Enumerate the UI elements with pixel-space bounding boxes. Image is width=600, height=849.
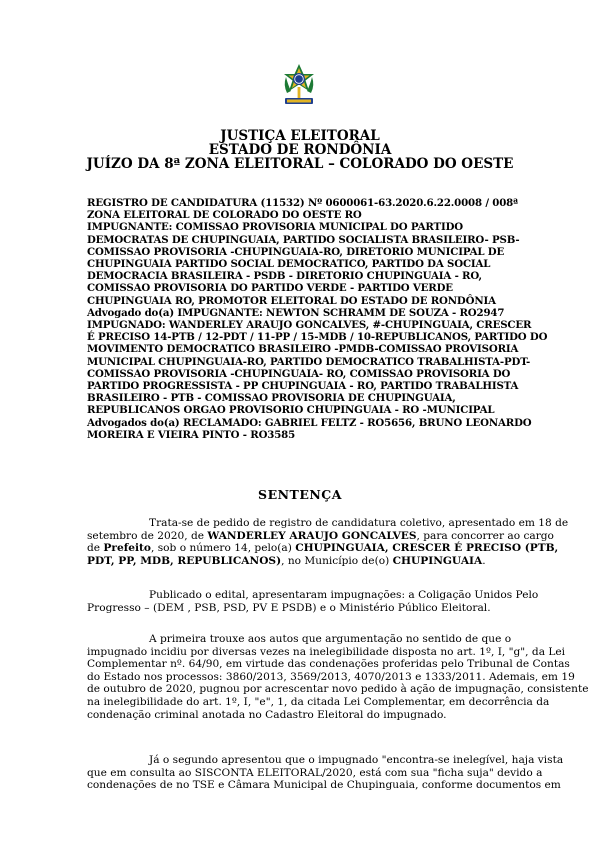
- paragraph-line: A primeira trouxe aos autos que argumentação no sentido de que o: [149, 633, 512, 645]
- paragraph-request: [87, 517, 569, 567]
- meta-line: BRASILEIRO - PTB - COMISSAO PROVISORIA DE CHUPINGUAIA,: [87, 392, 456, 405]
- paragraph-line: Já o segundo apresentou que o impugnado "encontra-se inelegível, haja vista: [149, 754, 564, 766]
- paragraph-line: setembro de 2020, de WANDERLEY ARAUJO GONCALVES, para concorrer ao cargo: [87, 529, 554, 542]
- coalition-name: CHUPINGUAIA, CRESCER É PRECISO (PTB,: [295, 542, 559, 555]
- paragraph-line: Trata-se de pedido de registro de candidatura coletivo, apresentado em 18 de: [149, 517, 569, 529]
- case-metadata: [87, 197, 548, 441]
- meta-line: IMPUGNADO: WANDERLEY ARAUJO GONCALVES, #-CHUPINGUAIA, CRESCER: [87, 319, 532, 332]
- candidate-name: WANDERLEY ARAUJO GONCALVES: [207, 529, 417, 542]
- header-zone: JUÍZO DA 8ª ZONA ELEITORAL – COLORADO DO OESTE: [86, 156, 514, 172]
- meta-line: Advogado do(a) IMPUGNANTE: NEWTON SCHRAMM DE SOUZA - RO2947: [87, 306, 505, 319]
- meta-line: CHUPINGUAIA PARTIDO SOCIAL DEMOCRATICO, PARTIDO DA SOCIAL: [87, 258, 491, 271]
- paragraph-line: do Estado nos processos: 3860/2013, 3569/2013, 4070/2013 e 1333/2011. Ademais, em 19: [87, 670, 575, 683]
- paragraph-challenges: [87, 589, 539, 614]
- document-title: SENTENÇA: [258, 487, 342, 502]
- meta-line: É PRECISO 14-PTB / 12-PDT / 11-PP / 15-MDB / 10-REPUBLICANOS, PARTIDO DO: [87, 331, 548, 344]
- meta-line: REPUBLICANOS ORGAO PROVISORIO CHUPINGUAIA - RO -MUNICIPAL: [87, 404, 495, 417]
- paragraph-line: de outubro de 2020, pugnou por acrescentar novo pedido à ação de impugnação, consistente: [87, 683, 589, 696]
- meta-line: MOREIRA E VIEIRA PINTO - RO3585: [87, 428, 296, 441]
- meta-line: DEMOCRATAS DE CHUPINGUAIA, PARTIDO SOCIALISTA BRASILEIRO- PSB-: [87, 233, 520, 246]
- paragraph-line: condenação criminal anotada no Cadastro Eleitoral do impugnado.: [87, 708, 447, 721]
- paragraph-line: Progresso – (DEM , PSB, PSD, PV E PSDB) e o Ministério Público Eleitoral.: [87, 601, 491, 614]
- coat-of-arms-emblem: [279, 63, 319, 109]
- header-state: ESTADO DE RONDÔNIA: [208, 142, 392, 158]
- paragraph-line: de Prefeito, sob o número 14, pelo(a) CHUPINGUAIA, CRESCER É PRECISO (PTB,: [87, 542, 559, 555]
- paragraph-line: PDT, PP, MDB, REPUBLICANOS), no Município de(o) CHUPINGUAIA.: [87, 554, 486, 567]
- meta-line: PARTIDO PROGRESSISTA - PP CHUPINGUAIA - RO, PARTIDO TRABALHISTA: [87, 380, 519, 393]
- meta-line: DEMOCRACIA BRASILEIRA - PSDB - DIRETORIO CHUPINGUAIA - RO,: [87, 270, 482, 283]
- meta-line: IMPUGNANTE: COMISSAO PROVISORIA MUNICIPAL DO PARTIDO: [87, 221, 463, 234]
- paragraph-line: Publicado o edital, apresentaram impugnações: a Coligação Unidos Pelo: [149, 589, 539, 601]
- paragraph-line: Complementar nº. 64/90, em virtude das condenações proferidas pelo Tribunal de Contas: [87, 658, 570, 671]
- meta-line: COMISSAO PROVISORIA -CHUPINGUAIA- RO, COMISSAO PROVISORIA DO: [87, 367, 511, 380]
- header-court: JUSTIÇA ELEITORAL: [220, 128, 380, 144]
- office-name: Prefeito: [103, 542, 151, 555]
- coalition-parties: PDT, PP, MDB, REPUBLICANOS): [87, 554, 282, 567]
- meta-line: COMISSAO PROVISORIA DO PARTIDO VERDE - PARTIDO VERDE: [87, 282, 453, 295]
- paragraph-line: impugnado incidiu por diversas vezes na inelegibilidade disposta no art. 1º, I, "g", da Lei: [87, 645, 566, 658]
- municipality-name: CHUPINGUAIA: [392, 554, 483, 567]
- paragraph-second-challenge: [87, 754, 564, 792]
- meta-line: ZONA ELEITORAL DE COLORADO DO OESTE RO: [87, 209, 362, 222]
- meta-line: CHUPINGUAIA RO, PROMOTOR ELEITORAL DO ESTADO DE RONDÔNIA: [87, 294, 496, 307]
- meta-line: MOVIMENTO DEMOCRATICO BRASILEIRO -PMDB-COMISSAO PROVISORIA: [87, 343, 519, 356]
- meta-line: COMISSAO PROVISORIA -CHUPINGUAIA-RO, DIRETORIO MUNICIPAL DE: [87, 245, 505, 258]
- meta-line: MUNICIPAL CHUPINGUAIA-RO, PARTIDO DEMOCRATICO TRABALHISTA-PDT-: [87, 355, 531, 368]
- meta-line: REGISTRO DE CANDIDATURA (11532) Nº 0600061-63.2020.6.22.0008 / 008ª: [87, 197, 518, 209]
- paragraph-line: que em consulta ao SISCONTA ELEITORAL/2020, está com sua "ficha suja" devido a: [87, 766, 543, 779]
- paragraph-line: na inelegibilidade do art. 1º, I, "e", 1, da citada Lei Complementar, em decorrência da: [87, 695, 550, 708]
- paragraph-first-challenge: [87, 633, 589, 721]
- paragraph-line: condenações de no TSE e Câmara Municipal de Chupinguaia, conforme documentos em: [87, 779, 561, 792]
- meta-line: Advogados do(a) RECLAMADO: GABRIEL FELTZ - RO5656, BRUNO LEONARDO: [87, 416, 532, 429]
